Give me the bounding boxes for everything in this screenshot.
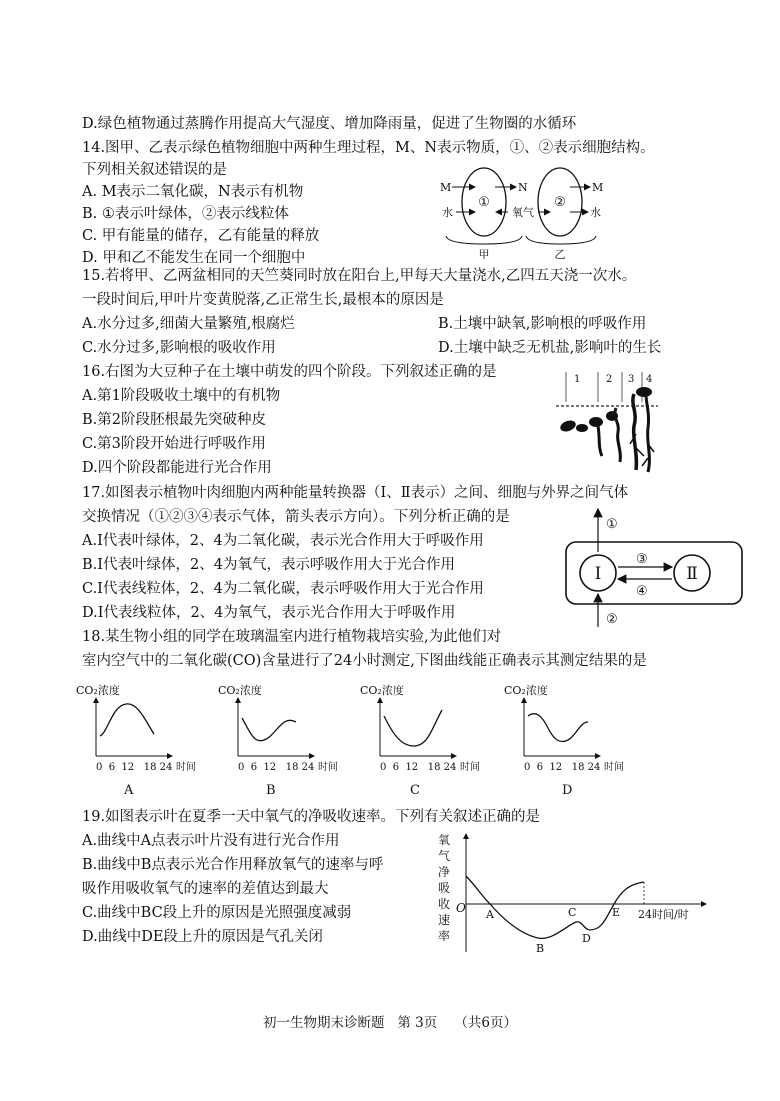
q17-gas-3: ③: [636, 552, 648, 567]
q19-ylabel-4: 收: [438, 897, 451, 911]
q16-stem: 16.右图为大豆种子在土壤中萌发的四个阶段。下列叙述正确的是: [82, 364, 497, 380]
q15-stem: 15.若将甲、乙两盆相同的天竺葵同时放在阳台上,甲每天大量浇水,乙四五天浇一次水。: [82, 268, 637, 284]
q13-option-d: D.绿色植物通过蒸腾作用提高大气湿度、增加降雨量，促进了生物圈的水循环: [82, 116, 577, 132]
q16-stage-1: 1: [574, 374, 581, 385]
q18-option-d-label: D: [562, 783, 573, 798]
q18-graph-a-ylabel: CO₂浓度: [76, 684, 120, 697]
q19-option-b: B.曲线中B点表示光合作用释放氧气的速率与呼: [82, 857, 384, 873]
q18-graph-b-xlabel: 时间: [318, 762, 338, 773]
q19-point-c: C: [568, 906, 577, 919]
q16-option-b: B.第2阶段胚根最先突破种皮: [82, 412, 266, 428]
q14-label-water-right: 水: [590, 206, 601, 219]
q17-option-b: B.Ⅰ代表叶绿体，2、4为氧气，表示呼吸作用大于光合作用: [82, 557, 455, 573]
q14-label-yi: 乙: [554, 248, 566, 261]
q14-label-water-left: 水: [442, 206, 453, 219]
q14-diagram: [438, 162, 618, 262]
q19-point-b: B: [536, 942, 545, 955]
q18-graph-d-xlabel: 时间: [604, 762, 624, 773]
q18-graph-d: [504, 683, 624, 798]
q19-ylabel-1: 气: [438, 849, 451, 863]
q19-point-d: D: [582, 932, 591, 945]
q18-graph-d-ticks: 0 6 12 18 24: [524, 762, 601, 773]
q19-origin: O: [456, 901, 466, 915]
q18-option-c-label: C: [410, 783, 420, 798]
q18-graph-c-ylabel: CO₂浓度: [360, 684, 404, 697]
q19-option-b-cont: 吸作用吸收氧气的速率的差值达到最大: [82, 881, 329, 897]
q16-stage-3: 3: [628, 374, 635, 385]
q19-ylabel-6: 率: [438, 929, 451, 943]
q18-graph-c-xlabel: 时间: [460, 762, 480, 773]
q17-option-a: A.Ⅰ代表叶绿体，2、4为二氧化碳，表示光合作用大于呼吸作用: [82, 533, 484, 549]
q19-ylabel-5: 速: [438, 913, 451, 927]
q19-option-d: D.曲线中DE段上升的原因是气孔关闭: [82, 929, 323, 945]
q14-option-d: D. 甲和乙不能发生在同一个细胞中: [82, 250, 306, 266]
q17-gas-4: ④: [636, 584, 648, 599]
q16-stage-2: 2: [606, 374, 613, 385]
q14-label-c2: ②: [554, 195, 566, 210]
q17-organelle-diagram: [560, 506, 750, 630]
q18-option-b-label: B: [266, 783, 276, 798]
q17-option-c: C.Ⅰ代表线粒体，2、4为二氧化碳，表示呼吸作用大于光合作用: [82, 581, 484, 597]
q18-graph-a: [76, 683, 196, 798]
q16-option-d: D.四个阶段都能进行光合作用: [82, 460, 272, 476]
q14-label-m-left: M: [440, 181, 452, 194]
q18-graph-c-ticks: 0 6 12 18 24: [380, 762, 457, 773]
q19-stem: 19.如图表示叶在夏季一天中氧气的净吸收速率。下列有关叙述正确的是: [82, 809, 541, 825]
q14-label-oxygen: 氧气: [512, 206, 534, 219]
q19-point-a: A: [486, 908, 494, 921]
q15-option-d: D.土壤中缺乏无机盐,影响叶的生长: [438, 340, 662, 356]
q19-option-c: C.曲线中BC段上升的原因是光照强度减弱: [82, 905, 352, 921]
q15-option-b: B.土壤中缺氧,影响根的呼吸作用: [438, 316, 647, 332]
q15-option-c: C.水分过多,影响根的吸收作用: [82, 340, 276, 356]
q14-label-jia: 甲: [478, 248, 490, 261]
q14-option-b: B. ①表示叶绿体，②表示线粒体: [82, 206, 289, 222]
q18-graph-c: [360, 683, 480, 798]
q17-gas-1: ①: [606, 517, 618, 532]
q15-option-a: A.水分过多,细菌大量繁殖,根腐烂: [82, 316, 295, 332]
q19-oxygen-graph: [434, 826, 724, 958]
q18-graph-a-xlabel: 时间: [176, 762, 196, 773]
q14-option-c: C. 甲有能量的储存，乙有能量的释放: [82, 228, 320, 244]
q17-organelle-2: Ⅱ: [686, 564, 698, 584]
q14-stem-2: 下列相关叙述错误的是: [82, 162, 227, 178]
q16-option-c: C.第3阶段开始进行呼吸作用: [82, 436, 266, 452]
q18-graph-b: [218, 683, 338, 798]
q18-graph-b-ylabel: CO₂浓度: [218, 684, 262, 697]
q19-option-a: A.曲线中A点表示叶片没有进行光合作用: [82, 833, 340, 849]
q18-graph-d-ylabel: CO₂浓度: [504, 684, 548, 697]
q15-stem-2: 一段时间后,甲叶片变黄脱落,乙正常生长,最根本的原因是: [82, 292, 444, 308]
q14-label-m-right: M: [592, 181, 604, 194]
q18-graph-a-ticks: 0 6 12 18 24: [96, 762, 173, 773]
q14-stem: 14.图甲、乙表示绿色植物细胞中两种生理过程，M、N表示物质，①、②表示细胞结构。: [82, 140, 655, 156]
q18-graph-b-ticks: 0 6 12 18 24: [238, 762, 315, 773]
q16-seed-germination-figure: [552, 364, 662, 480]
q19-ylabel-0: 氧: [438, 833, 451, 847]
q14-label-c1: ①: [478, 195, 490, 210]
q18-option-a-label: A: [124, 783, 134, 798]
q14-label-n: N: [518, 181, 528, 194]
q17-stem: 17.如图表示植物叶肉细胞内两种能量转换器（Ⅰ、Ⅱ表示）之间、细胞与外界之间气体: [82, 485, 629, 501]
q17-option-d: D.Ⅰ代表线粒体，2、4为氧气，表示光合作用大于呼吸作用: [82, 605, 456, 621]
q19-ylabel-3: 吸: [438, 881, 451, 895]
q18-stem: 18.某生物小组的同学在玻璃温室内进行植物栽培实验,为此他们对: [82, 629, 502, 645]
q18-stem-2: 室内空气中的二氧化碳(CO)含量进行了24小时测定,下图曲线能正确表示其测定结果的是: [82, 653, 647, 669]
q17-organelle-1: Ⅰ: [594, 564, 602, 584]
q17-stem-2: 交换情况（①②③④表示气体，箭头表示方向）。下列分析正确的是: [82, 509, 510, 525]
q16-option-a: A.第1阶段吸收土壤中的有机物: [82, 388, 281, 404]
q19-point-e: E: [612, 906, 621, 919]
q17-gas-2: ②: [606, 612, 618, 627]
q16-stage-4: 4: [646, 374, 653, 385]
q19-ylabel-2: 净: [438, 865, 451, 879]
q14-option-a: A. M表示二氧化碳，N表示有机物: [82, 184, 304, 200]
page-footer: 初一生物期末诊断题 第 3页 （共6页）: [262, 1015, 517, 1031]
q19-xlabel: 24时间/时: [638, 908, 689, 921]
q18-graphs: [72, 676, 712, 802]
